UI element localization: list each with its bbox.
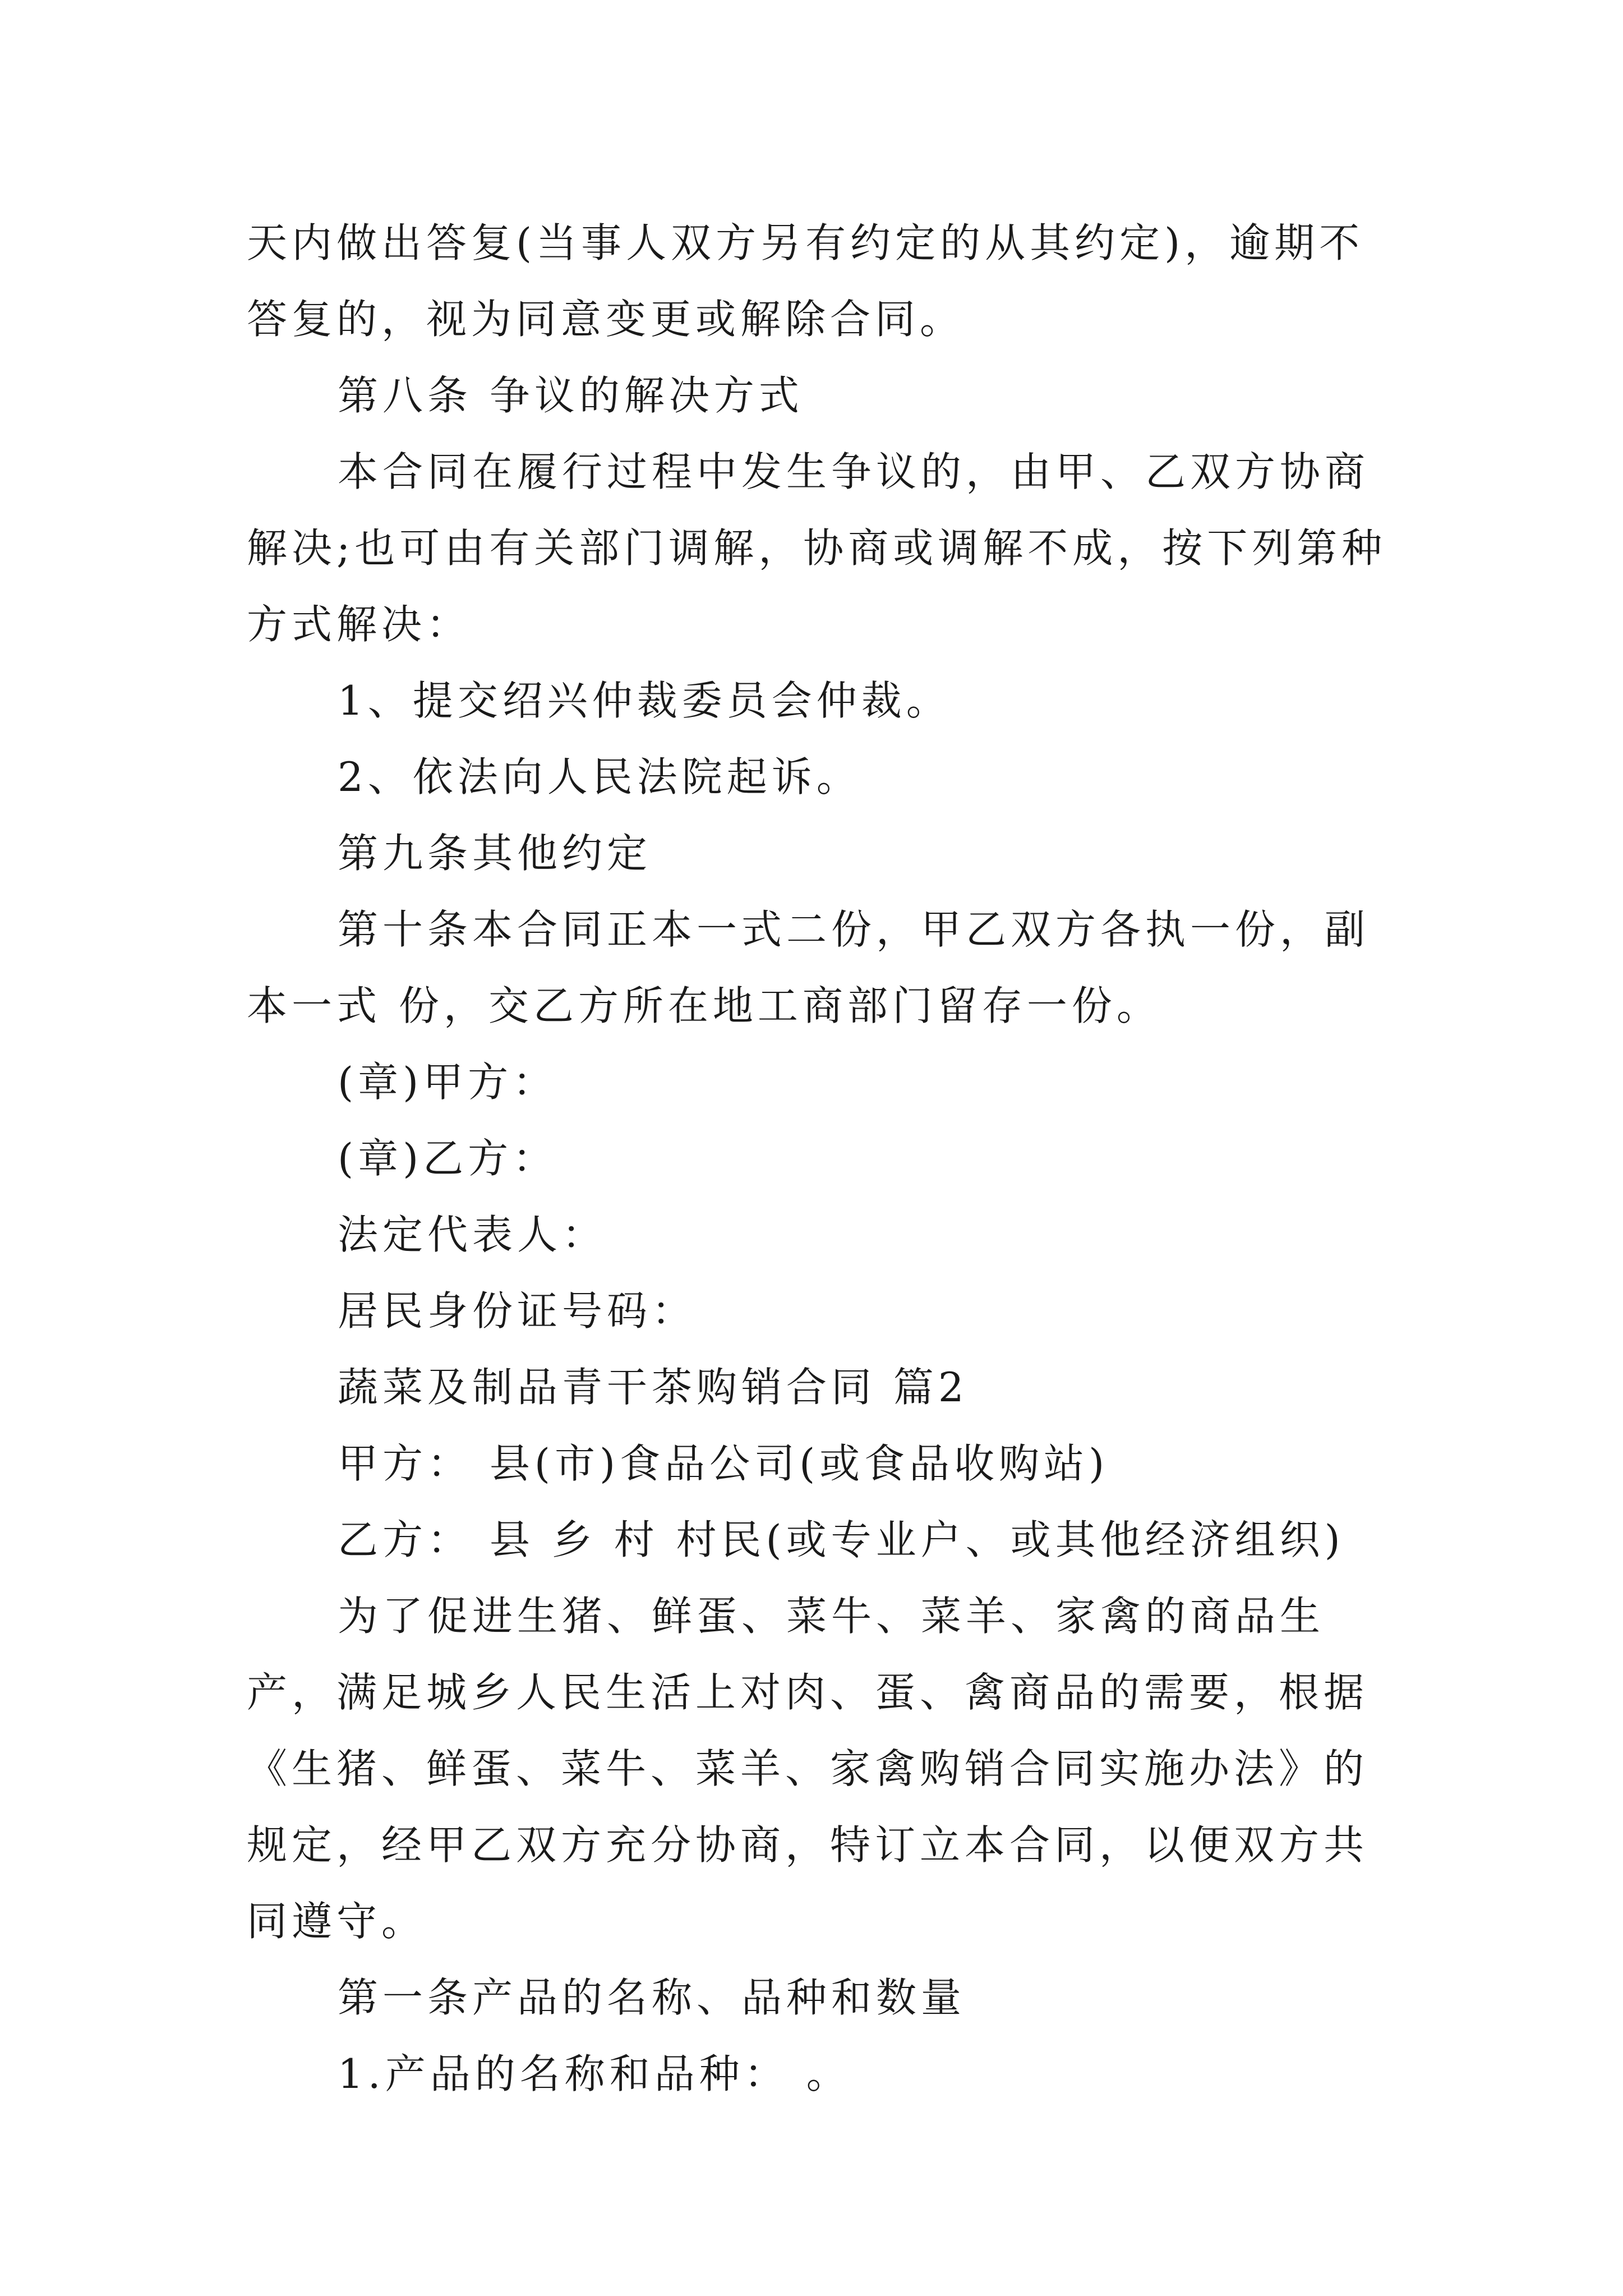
- heading-article-8: 第八条 争议的解决方式: [338, 372, 804, 419]
- paragraph-reply-deadline: 天内做出答复(当事人双方另有约定的从其约定)，逾期不答复的，视为同意变更或解除合同。: [247, 219, 1364, 343]
- paragraph-dispute-resolution: 本合同在履行过程中发生争议的，由甲、乙双方协商解决;也可由有关部门调解，协商或调解不成，按下列第种方式解决：: [247, 448, 1387, 648]
- list-item-arbitration: 1、提交绍兴仲裁委员会仲裁。: [338, 677, 951, 724]
- signature-party-b: (章)乙方：: [338, 1135, 558, 1182]
- heading-article-9: 第九条其他约定: [338, 830, 652, 877]
- signature-party-a: (章)甲方：: [338, 1059, 558, 1106]
- id-number: 居民身份证号码：: [338, 1287, 697, 1335]
- list-item-court: 2、依法向人民法院起诉。: [338, 753, 861, 800]
- party-a-line: 甲方： 县(市)食品公司(或食品收购站): [338, 1440, 1109, 1487]
- paragraph-article-10: 第十条本合同正本一式二份，甲乙双方各执一份，副本一式 份，交乙方所在地工商部门留存一份。: [247, 906, 1370, 1029]
- paragraph-purpose: 为了促进生猪、鲜蛋、菜牛、菜羊、家禽的商品生产，满足城乡人民生活上对肉、蛋、禽商品的需要，根据《生猪、鲜蛋、菜牛、菜羊、家禽购销合同实施办法》的规定，经甲乙双方充分协商，特订立本合同，以便双方共同遵守。: [247, 1593, 1369, 1945]
- contract-title-part-2: 蔬菜及制品青干茶购销合同 篇2: [338, 1364, 969, 1411]
- heading-article-1: 第一条产品的名称、品种和数量: [338, 1974, 966, 2021]
- document-body: [247, 205, 1391, 2112]
- legal-representative: 法定代表人：: [338, 1211, 607, 1258]
- party-b-line: 乙方： 县 乡 村 村民(或专业户、或其他经济组织): [338, 1516, 1345, 1563]
- list-item-product-name: 1.产品的名称和品种： 。: [338, 2050, 851, 2097]
